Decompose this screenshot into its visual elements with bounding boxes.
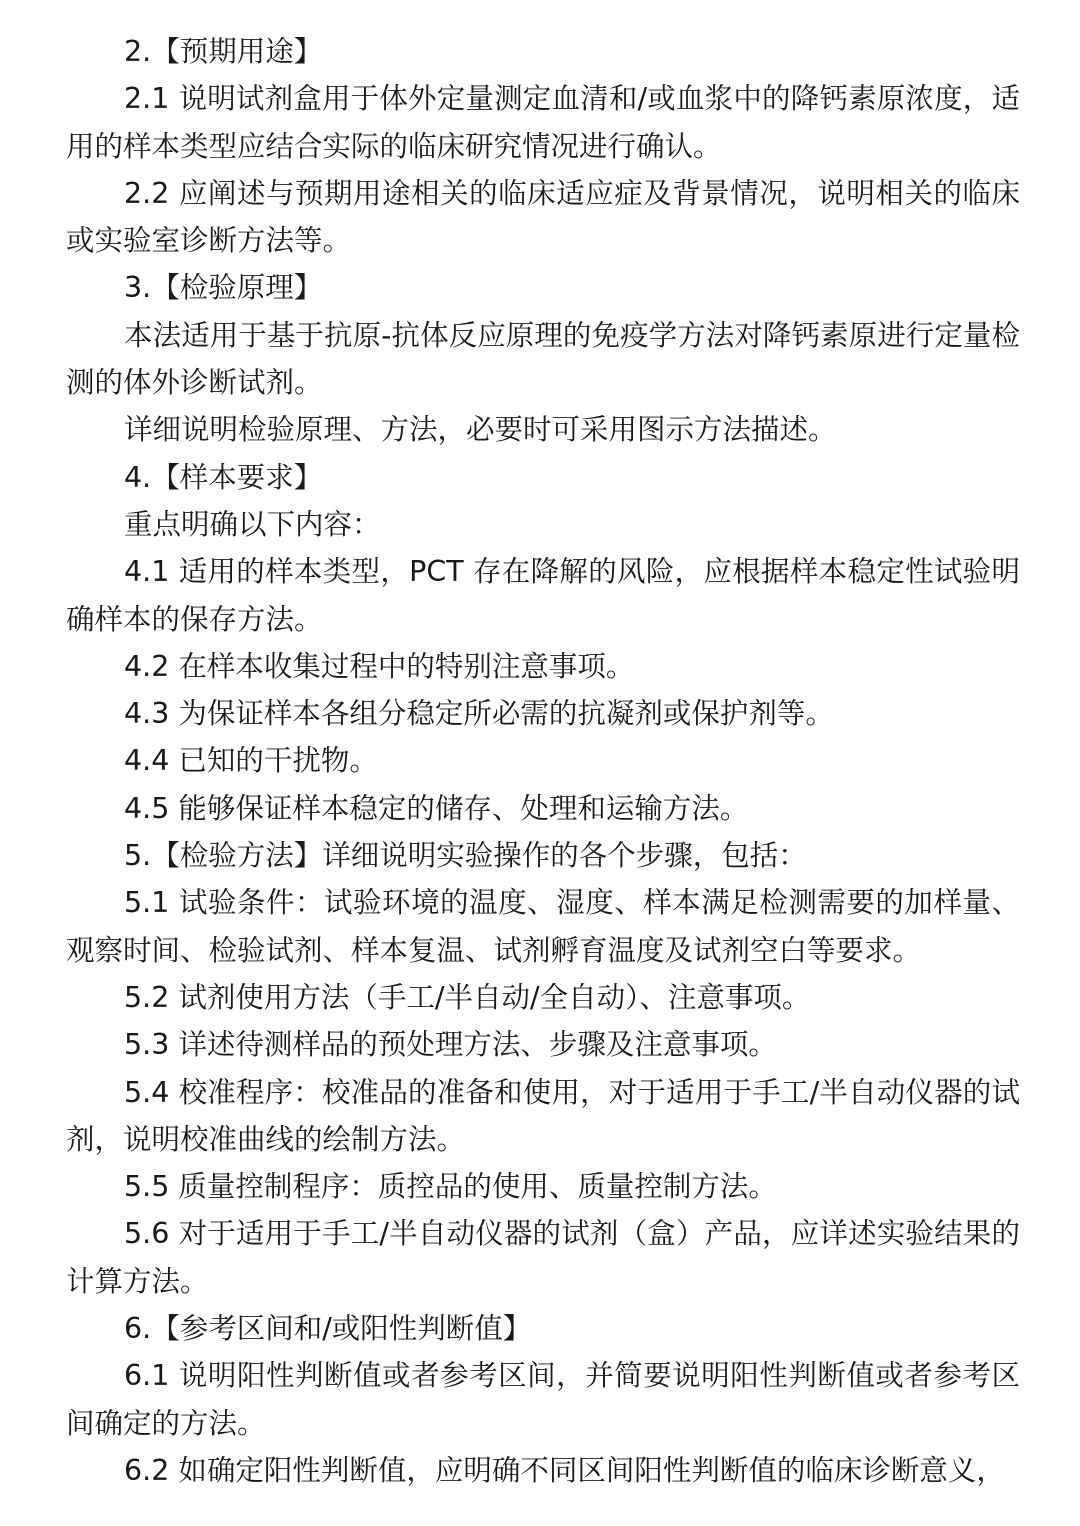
paragraph-4-1: 4.1 适用的样本类型，PCT 存在降解的风险，应根据样本稳定性试验明确样本的保存方法。 bbox=[66, 555, 1020, 636]
section-heading-intended-use: 2.【预期用途】 bbox=[124, 35, 323, 68]
paragraph-4-2: 4.2 在样本收集过程中的特别注意事项。 bbox=[124, 649, 635, 683]
paragraph-2-1: 2.1 说明试剂盒用于体外定量测定血清和/或血浆中的降钙素原浓度，适用的样本类型应结合实际的临床研究情况进行确认。 bbox=[66, 82, 1020, 163]
paragraph-sample-focus: 重点明确以下内容： bbox=[124, 507, 381, 541]
section-heading-test-principle: 3.【检验原理】 bbox=[124, 271, 323, 305]
paragraph-5-6: 5.6 对于适用于手工/半自动仪器的试剂（盒）产品，应详述实验结果的计算方法。 bbox=[66, 1217, 1020, 1298]
paragraph-4-5: 4.5 能够保证样本稳定的储存、处理和运输方法。 bbox=[124, 791, 749, 825]
paragraph-6-2: 6.2 如确定阳性判断值，应明确不同区间阳性判断值的临床诊断意义， bbox=[124, 1453, 1005, 1487]
section-heading-reference-interval: 6.【参考区间和/或阳性判断值】 bbox=[124, 1312, 532, 1346]
paragraph-5-2: 5.2 试剂使用方法（手工/半自动/全自动）、注意事项。 bbox=[124, 980, 811, 1014]
paragraph-principle-detail: 详细说明检验原理、方法，必要时可采用图示方法描述。 bbox=[124, 413, 837, 447]
paragraph-5-4: 5.4 校准程序：校准品的准备和使用，对于适用于手工/半自动仪器的试剂，说明校准曲线的绘制方法。 bbox=[66, 1075, 1020, 1156]
paragraph-4-4: 4.4 已知的干扰物。 bbox=[124, 744, 378, 778]
paragraph-5-1: 5.1 试验条件：试验环境的温度、湿度、样本满足检测需要的加样量、观察时间、检验试剂、样本复温、试剂孵育温度及试剂空白等要求。 bbox=[66, 886, 1020, 967]
section-heading-test-method: 5.【检验方法】详细说明实验操作的各个步骤，包括： bbox=[124, 839, 807, 873]
paragraph-principle-scope: 本法适用于基于抗原-抗体反应原理的免疫学方法对降钙素原进行定量检测的体外诊断试剂。 bbox=[66, 318, 1020, 400]
document-body bbox=[66, 28, 1020, 1494]
section-heading-sample-requirements: 4.【样本要求】 bbox=[124, 460, 323, 494]
paragraph-5-3: 5.3 详述待测样品的预处理方法、步骤及注意事项。 bbox=[124, 1028, 777, 1062]
paragraph-2-2: 2.2 应阐述与预期用途相关的临床适应症及背景情况，说明相关的临床或实验室诊断方法等。 bbox=[66, 176, 1020, 258]
paragraph-6-1: 6.1 说明阳性判断值或者参考区间，并简要说明阳性判断值或者参考区间确定的方法。 bbox=[66, 1359, 1020, 1440]
paragraph-5-5: 5.5 质量控制程序：质控品的使用、质量控制方法。 bbox=[124, 1170, 777, 1204]
paragraph-4-3: 4.3 为保证样本各组分稳定所必需的抗凝剂或保护剂等。 bbox=[124, 697, 834, 731]
